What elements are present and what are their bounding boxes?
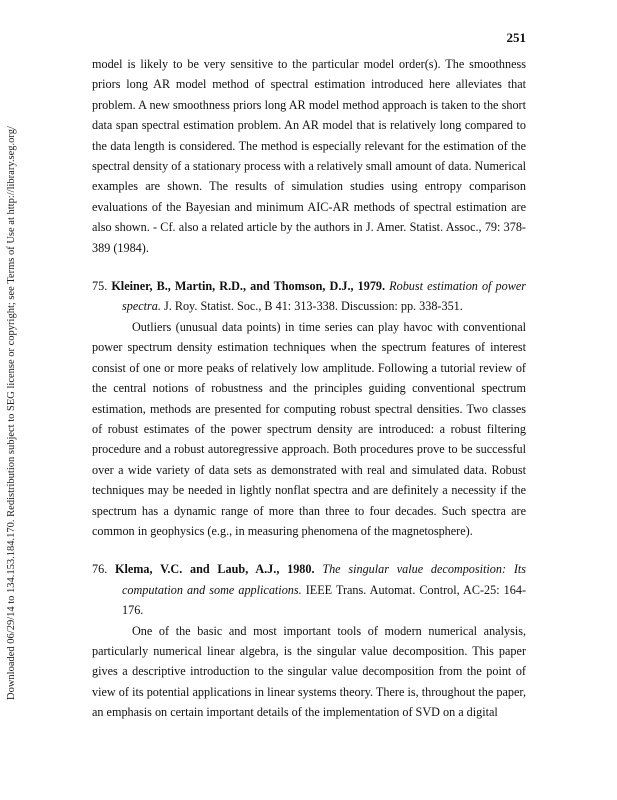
entry-number: 76.: [92, 562, 108, 577]
page-body: [92, 54, 526, 723]
bibliography-entry-76: [92, 559, 526, 722]
entry-number: 75.: [92, 279, 108, 294]
bibliography-entry-75: [92, 276, 526, 541]
continuation-paragraph: model is likely to be very sensitive to the particular model order(s). The smoothness priors long AR model method of spectral estimation introduced here alleviates that problem. A new smoothness priors long AR model method approach is taken to the short data span spectral estimation problem. An AR model that is relatively long compared to the data length is considered. The method is especially relevant for the estimation of the spectral density of a stationary process with a relatively small amount of data. Numerical examples are shown. The results of simulation studies using entropy comparison evaluations of the Bayesian and minimum AIC-AR methods of spectral estimation are also shown. - Cf. also a related article by the authors in J. Amer. Statist. Assoc., 79: 378-389 (1984).: [92, 57, 526, 255]
download-notice: Downloaded 06/29/14 to 134.153.184.170. Redistribution subject to SEG license or copyright; see Terms of Use at http://library.seg.org/: [6, 126, 17, 700]
entry-title: Robust estimation of power spectra.: [122, 279, 526, 314]
entry-source: J. Roy. Statist. Soc., B 41: 313-338. Discussion: pp. 338-351.: [163, 299, 463, 314]
citation: [92, 276, 526, 317]
citation: [92, 559, 526, 620]
page-number: 251: [506, 30, 526, 45]
entry-source: IEEE Trans. Automat. Control, AC-25: 164-176.: [122, 582, 526, 618]
entry-abstract: One of the basic and most important tools of modern numerical analysis, particularly numerical linear algebra, is the singular value decomposition. This paper gives a descriptive introduction to the singular value decomposition from the point of view of its potential applications in linear systems theory. There is, throughout the paper, an emphasis on certain important details of the implementation of SVD on a digital: [92, 623, 526, 720]
entry-abstract: Outliers (unusual data points) in time series can play havoc with conventional power spectrum density estimation techniques when the spectrum features of interest consist of one or more peaks of relatively low amplitude. Following a tutorial review of the central notions of robustness and the principles guiding conventional spectrum estimation, methods are presented for computing robust spectral densities. Two classes of robust estimates of the power spectrum density are introduced: a robust filtering procedure and a robust autoregressive approach. Both procedures prove to be successful over a wide variety of data sets as demonstrated with real and simulated data. Robust techniques may be needed in lightly nonflat spectra and are definitely a necessity if the spectrum has a dynamic range of more than three to four decades. Such spectra are common in geophysics (e.g., in measuring phenomena of the magnetosphere).: [92, 319, 526, 538]
entry-title: The singular value decomposition: Its computation and some applications.: [122, 562, 527, 597]
entry-authors: Klema, V.C. and Laub, A.J., 1980.: [115, 562, 315, 577]
entry-authors: Kleiner, B., Martin, R.D., and Thomson, D.J., 1979.: [111, 279, 386, 294]
